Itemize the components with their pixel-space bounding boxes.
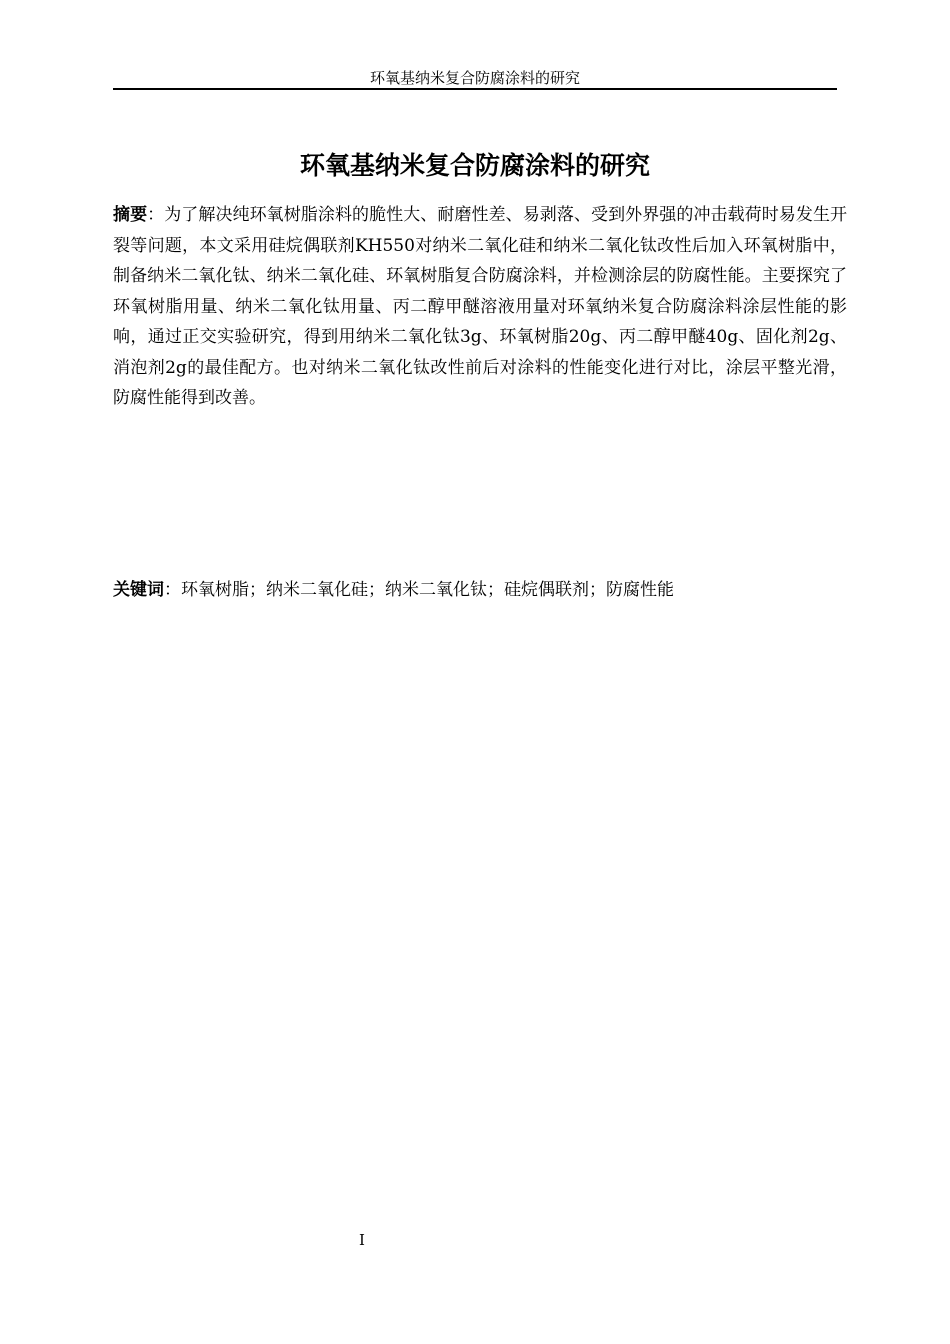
abstract-paragraph xyxy=(113,200,847,414)
running-header: 环氧基纳米复合防腐涂料的研究 xyxy=(369,69,580,87)
keywords-paragraph xyxy=(113,575,837,605)
abstract-text: 为了解决纯环氧树脂涂料的脆性大、耐磨性差、易剥落、受到外界强的冲击载荷时易发生开裂等问题，本文采用硅烷偶联剂KH550对纳米二氧化硅和纳米二氧化钛改性后加入环氧树脂中，制备纳米二氧化钛、纳米二氧化硅、环氧树脂复合防腐涂料，并检测涂层的防腐性能。主要探究了环氧树脂用量、纳米二氧化钛用量、丙二醇甲醚溶液用量对环氧纳米复合防腐涂料涂层性能的影响，通过正交实验研究，得到用纳米二氧化钛3g、环氧树脂20g、丙二醇甲醚40g、固化剂2g、消泡剂2g的最佳配方。也对纳米二氧化钛改性前后对涂料的性能变化进行对比，涂层平整光滑，防腐性能得到改善。 xyxy=(113,205,848,408)
page-number: I xyxy=(359,1231,365,1249)
abstract-label-separator: ： xyxy=(147,205,165,225)
keywords-label-separator: ： xyxy=(164,580,181,600)
header-rule xyxy=(113,88,837,90)
abstract-label: 摘要 xyxy=(113,205,148,225)
keywords-label: 关键词 xyxy=(113,580,164,600)
keywords-text: 环氧树脂；纳米二氧化硅；纳米二氧化钛；硅烷偶联剂；防腐性能 xyxy=(181,580,674,600)
document-title: 环氧基纳米复合防腐涂料的研究 xyxy=(299,151,650,180)
